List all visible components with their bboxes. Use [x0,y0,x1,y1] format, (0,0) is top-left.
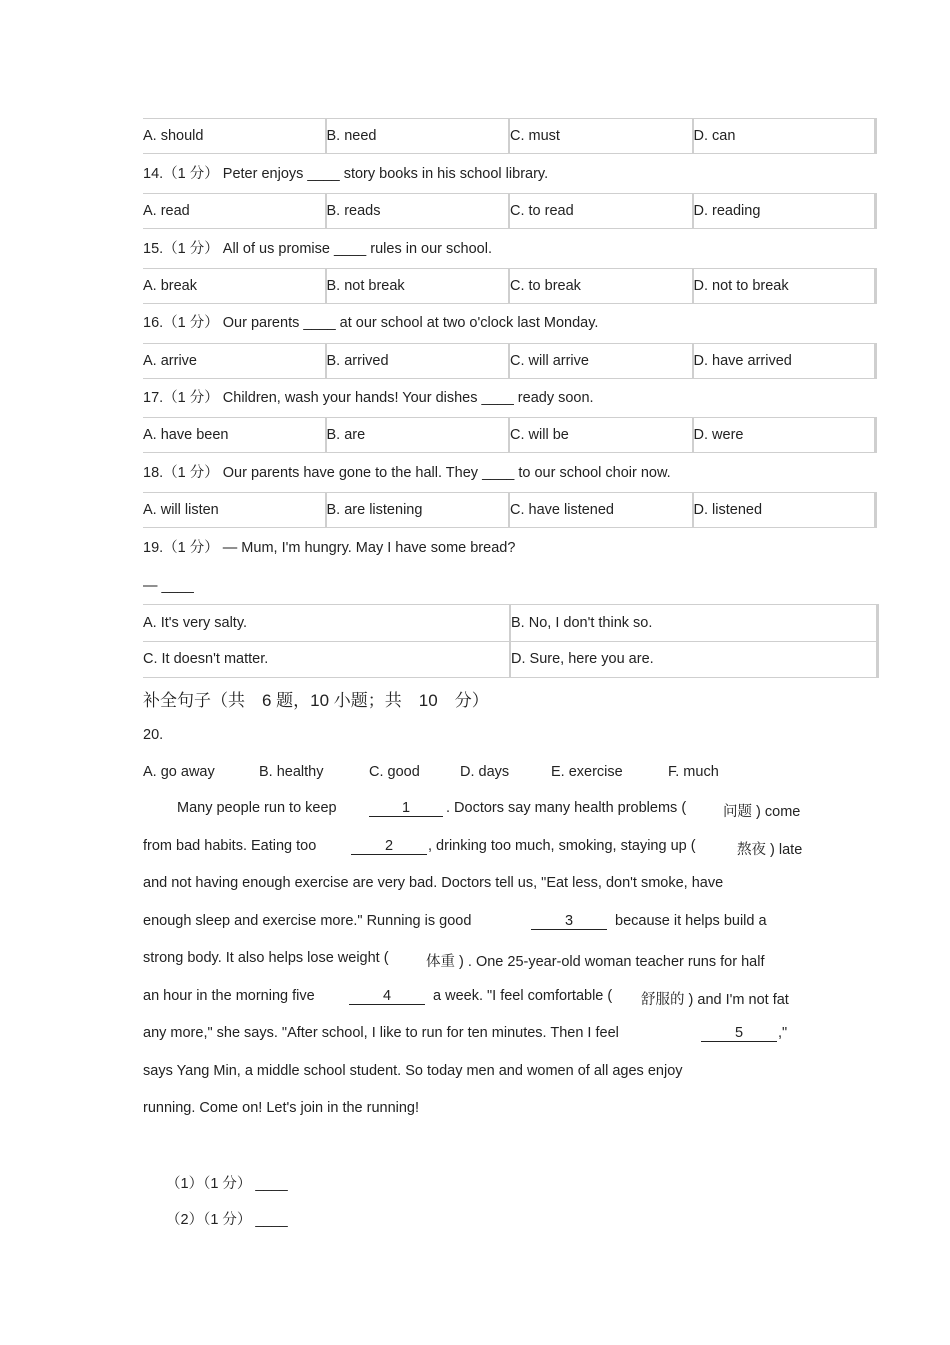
q15-option-d[interactable]: D. not to break [694,269,878,303]
q19-option-b[interactable]: B. No, I don't think so. [511,605,879,641]
q19-reply: — ____ [143,578,194,594]
blank-2-wrap [351,838,427,855]
blank-4-wrap [349,988,425,1005]
q19-option-d[interactable]: D. Sure, here you are. [511,641,879,677]
bank-option-c: C. good [369,764,420,780]
q17-option-d[interactable]: D. were [694,418,878,452]
q18-option-b[interactable]: B. are listening [327,493,511,527]
passage-line-6b: a week. "I feel comfortable ( [433,988,613,1004]
q20-number: 20. [143,727,164,743]
q13-option-b[interactable]: B. need [327,119,511,153]
blank-1-wrap [369,800,443,817]
q15-stem: 15.（1 分） All of us promise ____ rules in our school. [143,241,492,257]
q17-option-b[interactable]: B. are [327,418,511,452]
passage-line-5b: 体重 ) . One 25-year-old woman teacher runs for half [426,954,765,970]
q15-option-a[interactable]: A. break [143,269,327,303]
q14-options [143,193,877,229]
q13-options [143,118,877,154]
q16-option-c[interactable]: C. will arrive [510,344,694,378]
blank-1[interactable]: 1 [369,800,443,817]
passage-line-3: and not having enough exercise are very bad. Doctors tell us, "Eat less, don't smoke, have [143,875,724,891]
q16-stem: 16.（1 分） Our parents ____ at our school at two o'clock last Monday. [143,315,599,331]
blank-4[interactable]: 4 [349,988,425,1005]
blank-5-wrap [701,1025,777,1042]
q18-stem: 18.（1 分） Our parents have gone to the hall. They ____ to our school choir now. [143,465,671,481]
q18-option-c[interactable]: C. have listened [510,493,694,527]
answer-line-1[interactable]: （1）（1 分） ____ [166,1176,288,1192]
passage-line-7b: ," [778,1025,788,1041]
q15-option-c[interactable]: C. to break [510,269,694,303]
q19-stem: 19.（1 分） — Mum, I'm hungry. May I have some bread? [143,540,516,556]
q19-options-row1 [143,604,879,642]
passage-line-1b: . Doctors say many health problems ( [446,800,687,816]
passage-line-2b: , drinking too much, smoking, staying up ( [428,838,696,854]
blank-3-wrap [531,913,607,930]
passage-line-8: says Yang Min, a middle school student. So today men and women of all ages enjoy [143,1063,683,1079]
bank-option-a: A. go away [143,764,215,780]
q14-stem: 14.（1 分） Peter enjoys ____ story books in his school library. [143,166,549,182]
q17-option-a[interactable]: A. have been [143,418,327,452]
q16-option-a[interactable]: A. arrive [143,344,327,378]
q19-options-row2 [143,641,879,678]
passage-line-7a: any more," she says. "After school, I like to run for ten minutes. Then I feel [143,1025,619,1041]
bank-option-b: B. healthy [259,764,324,780]
section-title: 补全句子（共 6 题，10 小题；共 10 分） [143,691,489,710]
passage-line-6c: 舒服的 ) and I'm not fat [641,992,789,1008]
q16-option-b[interactable]: B. arrived [327,344,511,378]
passage-line-2a: from bad habits. Eating too [143,838,317,854]
q13-option-d[interactable]: D. can [694,119,878,153]
q17-options [143,417,877,453]
passage-line-2c: 熬夜 ) late [737,842,803,858]
q13-option-c[interactable]: C. must [510,119,694,153]
q14-option-a[interactable]: A. read [143,194,327,228]
q18-option-d[interactable]: D. listened [694,493,878,527]
passage-line-1a: Many people run to keep [177,800,337,816]
q13-option-a[interactable]: A. should [143,119,327,153]
q18-options [143,492,877,528]
q14-option-d[interactable]: D. reading [694,194,878,228]
blank-5[interactable]: 5 [701,1025,777,1042]
bank-option-f: F. much [668,764,719,780]
bank-option-e: E. exercise [551,764,623,780]
passage-line-4b: because it helps build a [615,913,767,929]
q17-option-c[interactable]: C. will be [510,418,694,452]
blank-3[interactable]: 3 [531,913,607,930]
q14-option-c[interactable]: C. to read [510,194,694,228]
q15-option-b[interactable]: B. not break [327,269,511,303]
q14-option-b[interactable]: B. reads [327,194,511,228]
passage-line-1c: 问题 ) come [723,804,801,820]
q16-option-d[interactable]: D. have arrived [694,344,878,378]
passage-line-4a: enough sleep and exercise more." Running is good [143,913,472,929]
q15-options [143,268,877,304]
q16-options [143,343,877,379]
q18-option-a[interactable]: A. will listen [143,493,327,527]
q17-stem: 17.（1 分） Children, wash your hands! Your dishes ____ ready soon. [143,390,594,406]
passage-line-6a: an hour in the morning five [143,988,315,1004]
q19-option-a[interactable]: A. It's very salty. [143,605,511,641]
blank-2[interactable]: 2 [351,838,427,855]
bank-option-d: D. days [460,764,510,780]
answer-line-2[interactable]: （2）（1 分） ____ [166,1212,288,1228]
passage-line-9: running. Come on! Let's join in the running! [143,1100,420,1116]
q19-option-c[interactable]: C. It doesn't matter. [143,641,511,677]
passage-line-5a: strong body. It also helps lose weight ( [143,950,389,966]
